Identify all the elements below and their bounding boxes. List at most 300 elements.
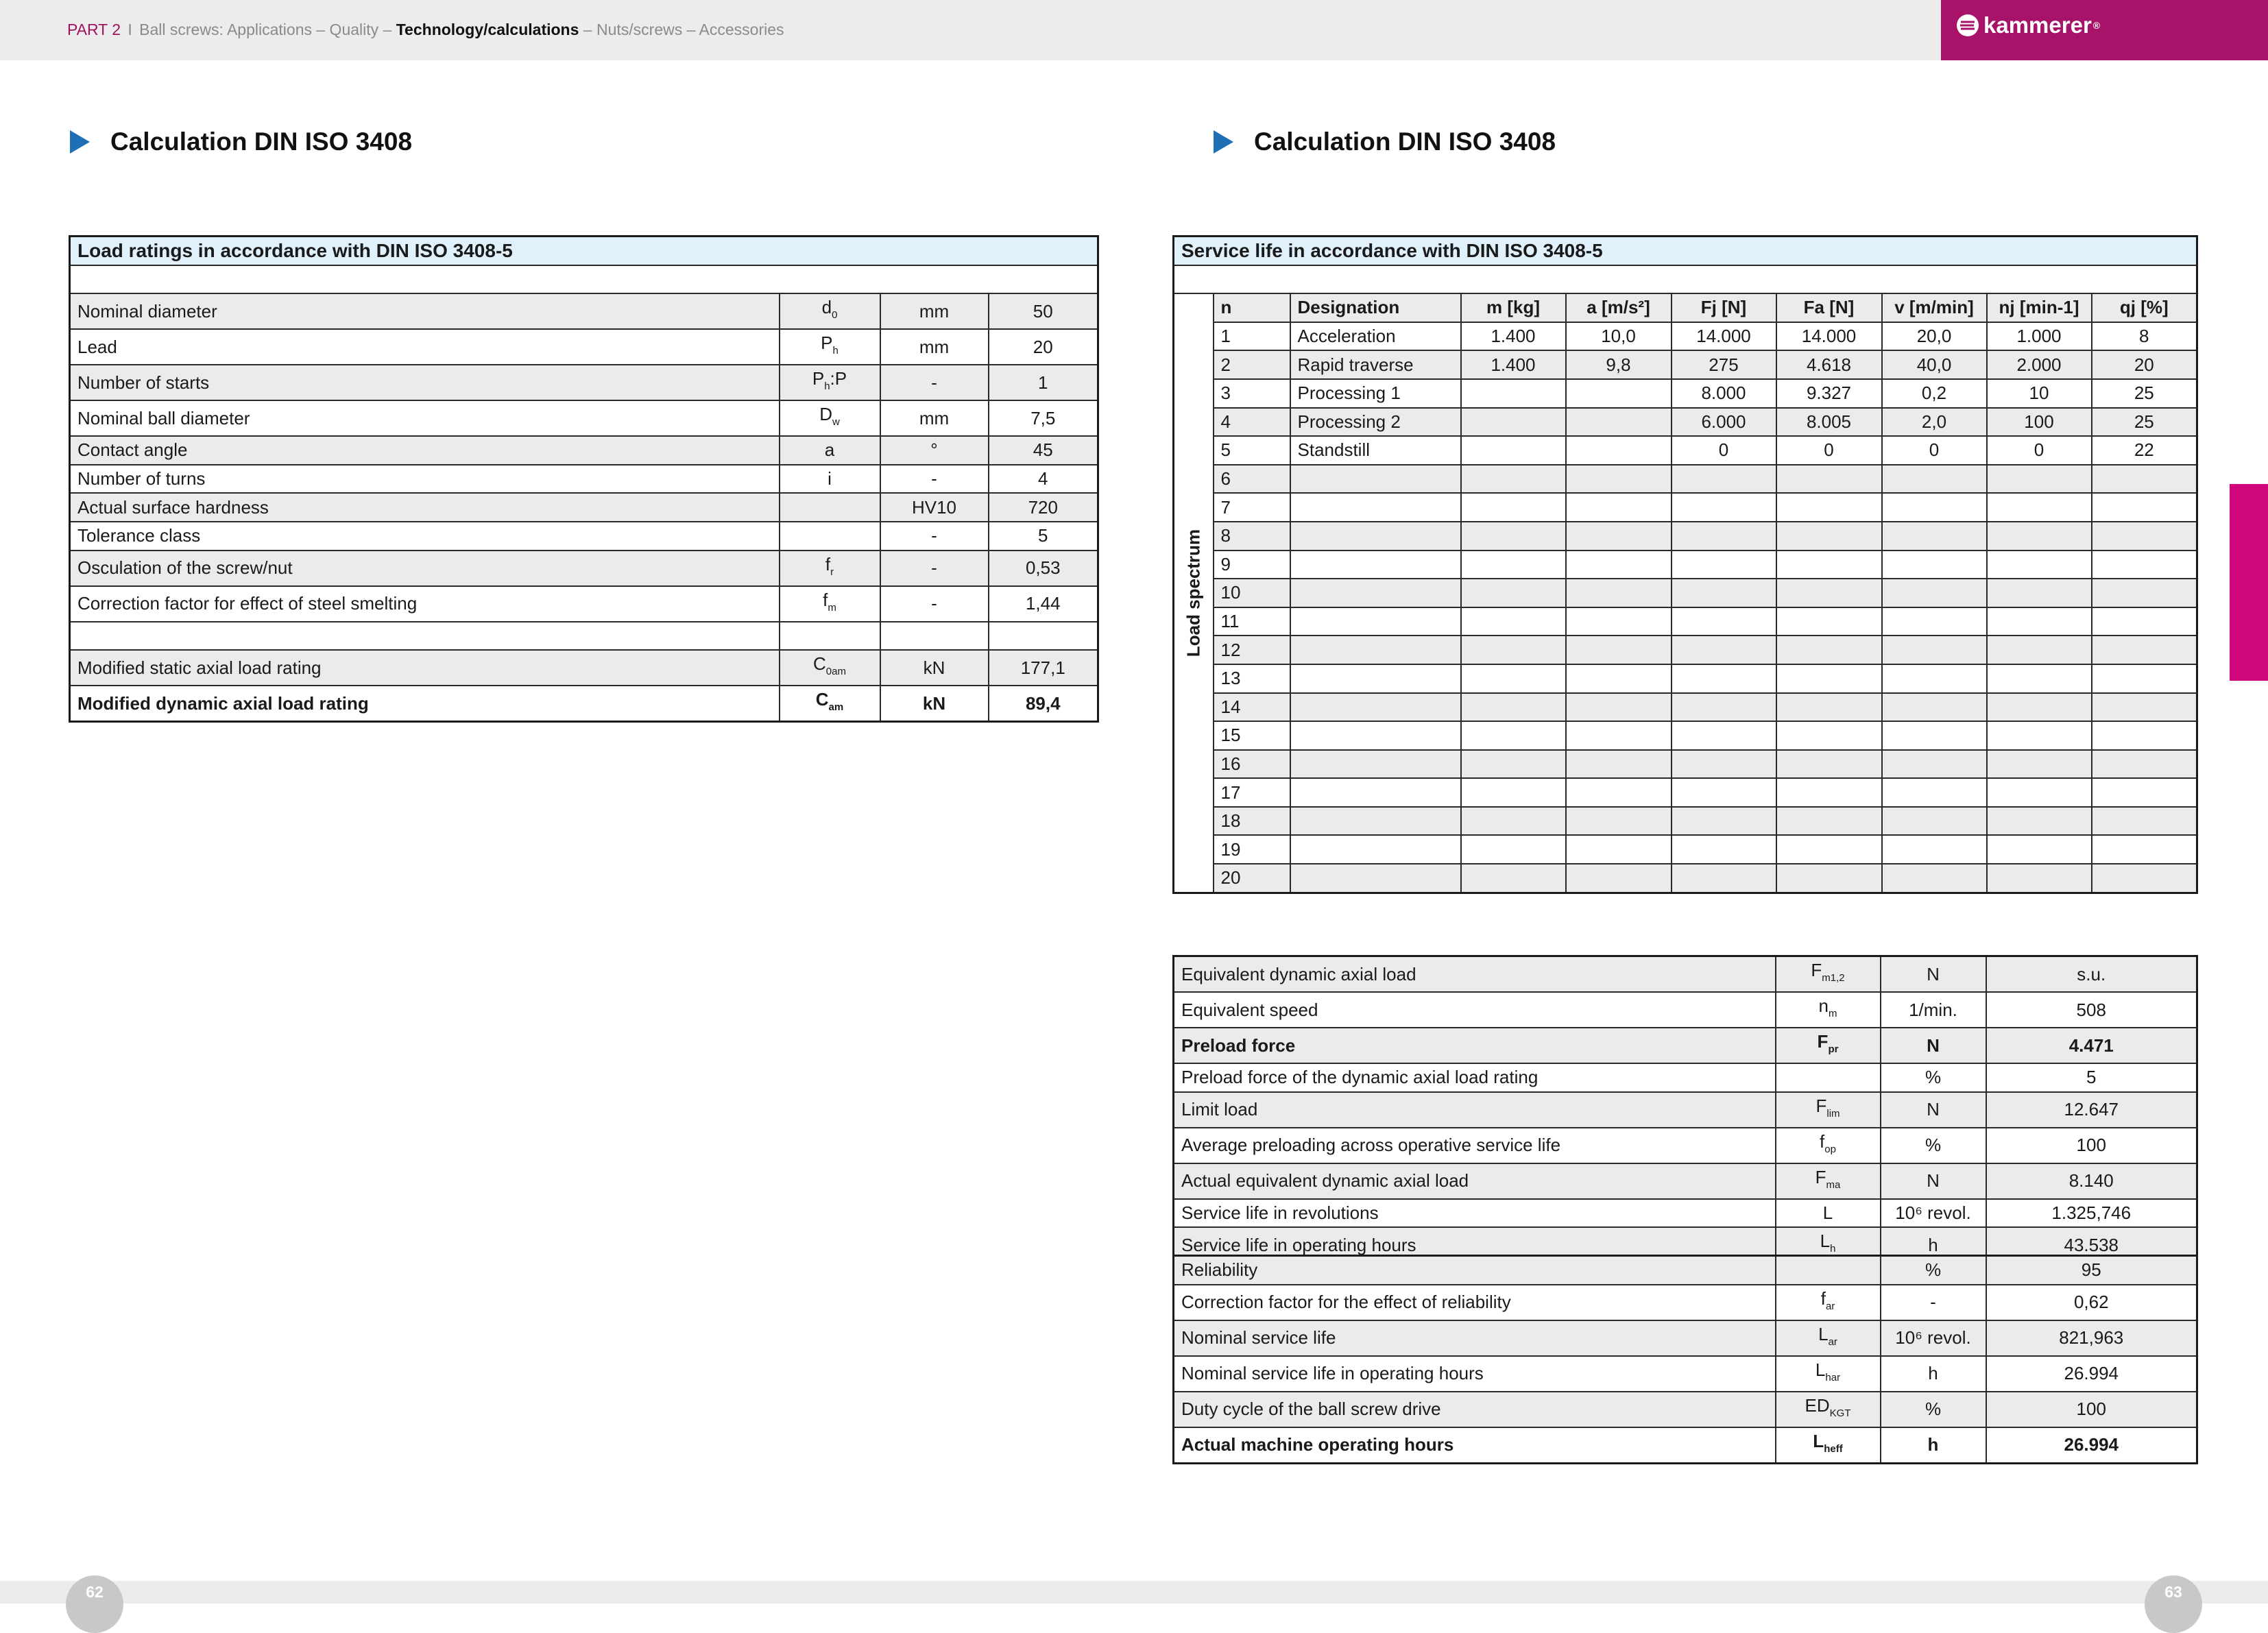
left-heading — [70, 128, 412, 156]
symbol-cell — [780, 650, 880, 686]
table-cell: 10,0 — [1566, 322, 1672, 351]
table-cell: Rapid traverse — [1290, 350, 1461, 379]
table-row — [70, 293, 1098, 329]
load-spectrum-side-label — [1174, 293, 1214, 893]
chapter-side-tab — [2230, 484, 2268, 681]
table-cell: 6.000 — [1672, 408, 1776, 437]
table-cell — [1461, 379, 1566, 408]
table-row — [1174, 956, 2197, 993]
symbol-cell — [780, 293, 880, 329]
row-unit: - — [880, 586, 989, 622]
row-unit: % — [1881, 1128, 1986, 1163]
table-cell — [1566, 551, 1672, 579]
symbol-cell — [1776, 1356, 1881, 1392]
row-label: Limit load — [1174, 1092, 1776, 1128]
table-cell — [2092, 864, 2197, 893]
table-row — [1174, 664, 2197, 693]
row-label: Modified dynamic axial load rating — [70, 686, 780, 722]
table-cell — [1882, 778, 1987, 807]
table-row — [1174, 379, 2197, 408]
row-unit: - — [880, 522, 989, 551]
table-row — [1174, 607, 2197, 636]
table-cell — [1776, 522, 1882, 551]
table-row — [1174, 1256, 2197, 1285]
table-cell: 10 — [1987, 379, 2092, 408]
symbol-cell — [1776, 1285, 1881, 1320]
table-cell — [1882, 579, 1987, 607]
breadcrumb — [67, 21, 784, 39]
table-cell — [1672, 636, 1776, 664]
table-cell: 12 — [1214, 636, 1290, 664]
table-cell — [1882, 551, 1987, 579]
row-label: Lead — [70, 329, 780, 365]
table-cell — [1987, 636, 2092, 664]
table-cell: 15 — [1214, 721, 1290, 750]
table-cell: 9,8 — [1566, 350, 1672, 379]
row-label: Nominal service life — [1174, 1320, 1776, 1356]
table-cell — [1672, 579, 1776, 607]
table-row — [1174, 636, 2197, 664]
table-cell — [1566, 750, 1672, 779]
symbol-cell — [780, 551, 880, 586]
table-cell — [1776, 636, 1882, 664]
table-cell — [1776, 864, 1882, 893]
row-value: 821,963 — [1986, 1320, 2197, 1356]
row-label: Osculation of the screw/nut — [70, 551, 780, 586]
table-cell: 25 — [2092, 408, 2197, 437]
row-unit: mm — [880, 293, 989, 329]
table-cell — [2092, 750, 2197, 779]
row-value: 7,5 — [989, 400, 1098, 436]
table-cell: 0 — [1987, 436, 2092, 465]
symbol-cell — [780, 465, 880, 494]
table-row — [70, 365, 1098, 400]
symbol: D — [819, 404, 832, 425]
table-cell: 0 — [1882, 436, 1987, 465]
row-value: 8.140 — [1986, 1163, 2197, 1199]
table-cell — [1290, 551, 1461, 579]
spacer-row — [1174, 265, 2197, 294]
table-row — [1174, 693, 2197, 722]
table-cell: 16 — [1214, 750, 1290, 779]
table-row — [1174, 750, 2197, 779]
breadcrumb-pre: Ball screws: Applications – Quality – — [139, 21, 396, 38]
symbol-subscript: op — [1824, 1143, 1836, 1155]
row-value: 1,44 — [989, 586, 1098, 622]
side-label-text: Load spectrum — [1183, 529, 1204, 657]
row-value: 20 — [989, 329, 1098, 365]
symbol-cell — [780, 522, 880, 551]
table-cell — [1290, 493, 1461, 522]
table-cell — [1672, 721, 1776, 750]
symbol: C — [813, 653, 826, 675]
table-cell — [1290, 579, 1461, 607]
symbol-cell — [1776, 992, 1881, 1028]
table-cell: 14 — [1214, 693, 1290, 722]
symbol: a — [824, 439, 835, 461]
table-cell — [1566, 607, 1672, 636]
symbol: d — [821, 297, 832, 318]
table-cell — [2092, 807, 2197, 836]
table-cell — [1672, 607, 1776, 636]
table-row — [1174, 778, 2197, 807]
symbol-subscript: m — [828, 601, 836, 614]
table-row — [1174, 493, 2197, 522]
table-cell: Acceleration — [1290, 322, 1461, 351]
spacer-cell — [1174, 265, 2197, 294]
row-unit: - — [1881, 1285, 1986, 1320]
table-cell — [2092, 465, 2197, 494]
table-cell — [1461, 750, 1566, 779]
table-cell — [1672, 493, 1776, 522]
row-value: 45 — [989, 436, 1098, 465]
table-cell — [1566, 436, 1672, 465]
symbol-subscript: h — [832, 345, 839, 357]
table-cell — [1566, 864, 1672, 893]
table-cell — [1987, 607, 2092, 636]
table-cell — [1987, 750, 2092, 779]
table-cell — [1461, 551, 1566, 579]
table-cell — [1882, 835, 1987, 864]
table-row — [1174, 1128, 2197, 1163]
table-cell: 14.000 — [1776, 322, 1882, 351]
breadcrumb-active: Technology/calculations — [396, 21, 579, 38]
table-cell: 7 — [1214, 493, 1290, 522]
column-header: a [m/s²] — [1566, 293, 1672, 322]
row-label: Nominal service life in operating hours — [1174, 1356, 1776, 1392]
breadcrumb-separator: I — [128, 21, 132, 38]
brand-trademark: ® — [2092, 20, 2101, 31]
table-cell — [1290, 522, 1461, 551]
header-row — [1174, 293, 2197, 322]
symbol-subscript: 0am — [825, 666, 846, 678]
symbol: f — [825, 553, 831, 574]
table-cell: 5 — [1214, 436, 1290, 465]
symbol-cell — [1776, 1092, 1881, 1128]
table-cell: 1.400 — [1461, 322, 1566, 351]
row-unit: N — [1881, 1163, 1986, 1199]
symbol-subscript: m — [1828, 1008, 1837, 1019]
table-cell — [1776, 579, 1882, 607]
row-label: Actual surface hardness — [70, 493, 780, 522]
row-unit: 10⁶ revol. — [1881, 1320, 1986, 1356]
column-header: qj [%] — [2092, 293, 2197, 322]
table-cell: 14.000 — [1672, 322, 1776, 351]
table-cell — [1672, 835, 1776, 864]
table-cell: 1.000 — [1987, 322, 2092, 351]
table-cell — [1461, 864, 1566, 893]
symbol-cell — [1776, 1427, 1881, 1464]
table-cell — [1566, 664, 1672, 693]
table-cell — [1461, 693, 1566, 722]
table-cell — [1776, 750, 1882, 779]
table-cell — [1672, 522, 1776, 551]
column-header: v [m/min] — [1882, 293, 1987, 322]
row-label: Modified static axial load rating — [70, 650, 780, 686]
symbol: L — [1813, 1430, 1824, 1451]
table-cell — [1672, 778, 1776, 807]
symbol-subscript: h — [1830, 1243, 1836, 1255]
table-row — [1174, 1392, 2197, 1427]
table-cell — [1672, 693, 1776, 722]
symbol-cell — [1776, 1392, 1881, 1427]
table-cell — [1566, 693, 1672, 722]
table-cell: 18 — [1214, 807, 1290, 836]
table-cell — [1461, 807, 1566, 836]
row-value: 720 — [989, 493, 1098, 522]
table-cell: Processing 1 — [1290, 379, 1461, 408]
table-cell: 10 — [1214, 579, 1290, 607]
table-row — [1174, 408, 2197, 437]
symbol-cell — [1776, 1028, 1881, 1063]
row-value: 4 — [989, 465, 1098, 494]
symbol-cell — [780, 400, 880, 436]
table-cell — [1566, 465, 1672, 494]
row-unit: mm — [880, 329, 989, 365]
row-value: 100 — [1986, 1128, 2197, 1163]
right-heading-text: Calculation DIN ISO 3408 — [1254, 128, 1556, 156]
symbol-cell — [1776, 1320, 1881, 1356]
result-row — [70, 686, 1098, 722]
table-cell — [1882, 693, 1987, 722]
column-header: n — [1214, 293, 1290, 322]
row-value: 89,4 — [989, 686, 1098, 722]
spacer-cell — [880, 622, 989, 651]
symbol-cell — [780, 365, 880, 400]
page-number-left: 62 — [66, 1575, 123, 1633]
row-value: 26.994 — [1986, 1356, 2197, 1392]
table-cell — [1566, 522, 1672, 551]
table-cell — [1461, 522, 1566, 551]
symbol-subscript: m1,2 — [1822, 972, 1845, 984]
table-cell — [1290, 807, 1461, 836]
result-row — [70, 650, 1098, 686]
symbol-subscript: pr — [1828, 1043, 1839, 1055]
symbol-subscript: h — [824, 380, 830, 393]
row-label: Contact angle — [70, 436, 780, 465]
table-cell: 0 — [1776, 436, 1882, 465]
table-cell: 22 — [2092, 436, 2197, 465]
table-cell: 6 — [1214, 465, 1290, 494]
row-value: 0,62 — [1986, 1285, 2197, 1320]
table-cell: 20 — [2092, 350, 2197, 379]
symbol-subscript: 0 — [832, 309, 838, 322]
triangle-bullet-icon — [1214, 130, 1233, 154]
table-cell: 8 — [1214, 522, 1290, 551]
table-cell — [2092, 778, 2197, 807]
table-cell — [1882, 607, 1987, 636]
table-cell — [1987, 807, 2092, 836]
table-cell — [1290, 835, 1461, 864]
row-unit: HV10 — [880, 493, 989, 522]
table-cell: 2.000 — [1987, 350, 2092, 379]
symbol: ED — [1805, 1394, 1830, 1416]
table-cell: 8 — [2092, 322, 2197, 351]
table-title: Service life in accordance with DIN ISO 3408-5 — [1174, 237, 2197, 265]
table-row — [1174, 551, 2197, 579]
table-cell — [1882, 636, 1987, 664]
row-unit: 10⁶ revol. — [1881, 1199, 1986, 1228]
table-cell: 20,0 — [1882, 322, 1987, 351]
symbol: F — [1815, 1166, 1826, 1187]
row-unit: - — [880, 465, 989, 494]
table-row — [70, 400, 1098, 436]
table-row — [70, 522, 1098, 551]
breadcrumb-post: – Nuts/screws – Accessories — [579, 21, 784, 38]
table-cell — [1987, 522, 2092, 551]
table-cell: 1 — [1214, 322, 1290, 351]
row-unit: h — [1881, 1427, 1986, 1464]
table-row — [1174, 579, 2197, 607]
table-cell — [1566, 807, 1672, 836]
symbol-cell — [1776, 1256, 1881, 1285]
table-cell — [1987, 664, 2092, 693]
row-label: Correction factor for the effect of reliability — [1174, 1285, 1776, 1320]
table-row — [1174, 992, 2197, 1028]
table-row — [70, 329, 1098, 365]
table-cell: 25 — [2092, 379, 2197, 408]
symbol-cell — [780, 493, 880, 522]
symbol-cell — [1776, 1199, 1881, 1228]
row-unit: h — [1881, 1356, 1986, 1392]
load-spectrum-table — [1172, 235, 2198, 894]
row-label: Equivalent dynamic axial load — [1174, 956, 1776, 993]
table-row — [1174, 1163, 2197, 1199]
table-row — [1174, 721, 2197, 750]
row-label: Preload force of the dynamic axial load rating — [1174, 1063, 1776, 1092]
symbol: n — [1818, 995, 1829, 1016]
symbol: P — [812, 368, 825, 389]
symbol: C — [815, 689, 829, 710]
table-cell — [1776, 693, 1882, 722]
table-row — [1174, 1285, 2197, 1320]
symbol-subscript: ar — [1828, 1335, 1837, 1348]
spacer-cell — [989, 622, 1098, 651]
table-cell — [1987, 693, 2092, 722]
table-cell — [1672, 807, 1776, 836]
spacer-row — [70, 265, 1098, 294]
symbol-suffix: :P — [830, 368, 847, 389]
table-cell — [1776, 721, 1882, 750]
symbol-cell — [1776, 1128, 1881, 1163]
table-cell — [1290, 864, 1461, 893]
table-cell: 100 — [1987, 408, 2092, 437]
table-row — [1174, 322, 2197, 351]
symbol-subscript: am — [828, 701, 844, 714]
table-row — [1174, 807, 2197, 836]
table-cell — [1987, 778, 2092, 807]
symbol: F — [1815, 1095, 1827, 1116]
row-unit: - — [880, 551, 989, 586]
row-value: 100 — [1986, 1392, 2197, 1427]
table-cell — [1461, 408, 1566, 437]
table-cell — [1290, 607, 1461, 636]
table-cell — [1566, 408, 1672, 437]
table-cell — [1776, 465, 1882, 494]
table-cell — [2092, 721, 2197, 750]
brand-name: kammerer — [1983, 12, 2092, 38]
symbol-subscript: heff — [1824, 1442, 1843, 1455]
table-cell — [1882, 522, 1987, 551]
row-label: Duty cycle of the ball screw drive — [1174, 1392, 1776, 1427]
table-cell — [2092, 693, 2197, 722]
table-cell — [1776, 835, 1882, 864]
table-row — [1174, 1028, 2197, 1063]
table-cell — [1290, 750, 1461, 779]
table-cell: 2,0 — [1882, 408, 1987, 437]
row-label: Nominal ball diameter — [70, 400, 780, 436]
table-cell: 275 — [1672, 350, 1776, 379]
table-cell: Processing 2 — [1290, 408, 1461, 437]
symbol: f — [823, 589, 828, 610]
table-row — [1174, 1092, 2197, 1128]
table-cell: Standstill — [1290, 436, 1461, 465]
table-cell: 17 — [1214, 778, 1290, 807]
symbol-cell — [780, 329, 880, 365]
table-cell — [1776, 664, 1882, 693]
table-row — [1174, 1199, 2197, 1228]
row-unit: % — [1881, 1256, 1986, 1285]
table-cell — [2092, 607, 2197, 636]
row-value: 5 — [989, 522, 1098, 551]
symbol: L — [1822, 1202, 1833, 1223]
table-cell — [1672, 864, 1776, 893]
row-unit: kN — [880, 686, 989, 722]
row-unit: kN — [880, 650, 989, 686]
symbol: L — [1820, 1231, 1831, 1252]
reliability-table — [1172, 1255, 2198, 1464]
symbol-cell — [1776, 1063, 1881, 1092]
row-value: 26.994 — [1986, 1427, 2197, 1464]
symbol: L — [1815, 1359, 1826, 1380]
row-label: Correction factor for effect of steel smelting — [70, 586, 780, 622]
row-label: Equivalent speed — [1174, 992, 1776, 1028]
table-cell — [1987, 721, 2092, 750]
brand-logo-box — [1941, 0, 2268, 60]
table-cell — [1987, 835, 2092, 864]
table-cell — [1461, 778, 1566, 807]
table-row — [70, 465, 1098, 494]
row-value: 5 — [1986, 1063, 2197, 1092]
symbol: i — [828, 468, 832, 489]
symbol: f — [1820, 1287, 1826, 1309]
symbol-subscript: lim — [1826, 1107, 1840, 1120]
row-value: 1 — [989, 365, 1098, 400]
row-label: Actual machine operating hours — [1174, 1427, 1776, 1464]
row-value: 1.325,746 — [1986, 1199, 2197, 1228]
table-cell — [1882, 465, 1987, 494]
symbol-cell — [1776, 956, 1881, 993]
triangle-bullet-icon — [70, 130, 90, 154]
symbol: F — [1811, 960, 1822, 980]
table-cell: 0 — [1672, 436, 1776, 465]
table-cell: 3 — [1214, 379, 1290, 408]
row-value: 177,1 — [989, 650, 1098, 686]
symbol-cell — [1776, 1163, 1881, 1199]
table-cell — [1882, 664, 1987, 693]
table-cell — [1566, 493, 1672, 522]
table-cell — [1776, 493, 1882, 522]
table-row — [1174, 350, 2197, 379]
row-unit: ° — [880, 436, 989, 465]
table-cell — [1882, 721, 1987, 750]
row-unit: N — [1881, 1092, 1986, 1128]
row-unit: % — [1881, 1392, 1986, 1427]
load-ratings-table — [69, 235, 1099, 723]
table-cell — [1461, 835, 1566, 864]
table-cell — [1882, 493, 1987, 522]
row-value: 43.538 — [1986, 1227, 2197, 1263]
